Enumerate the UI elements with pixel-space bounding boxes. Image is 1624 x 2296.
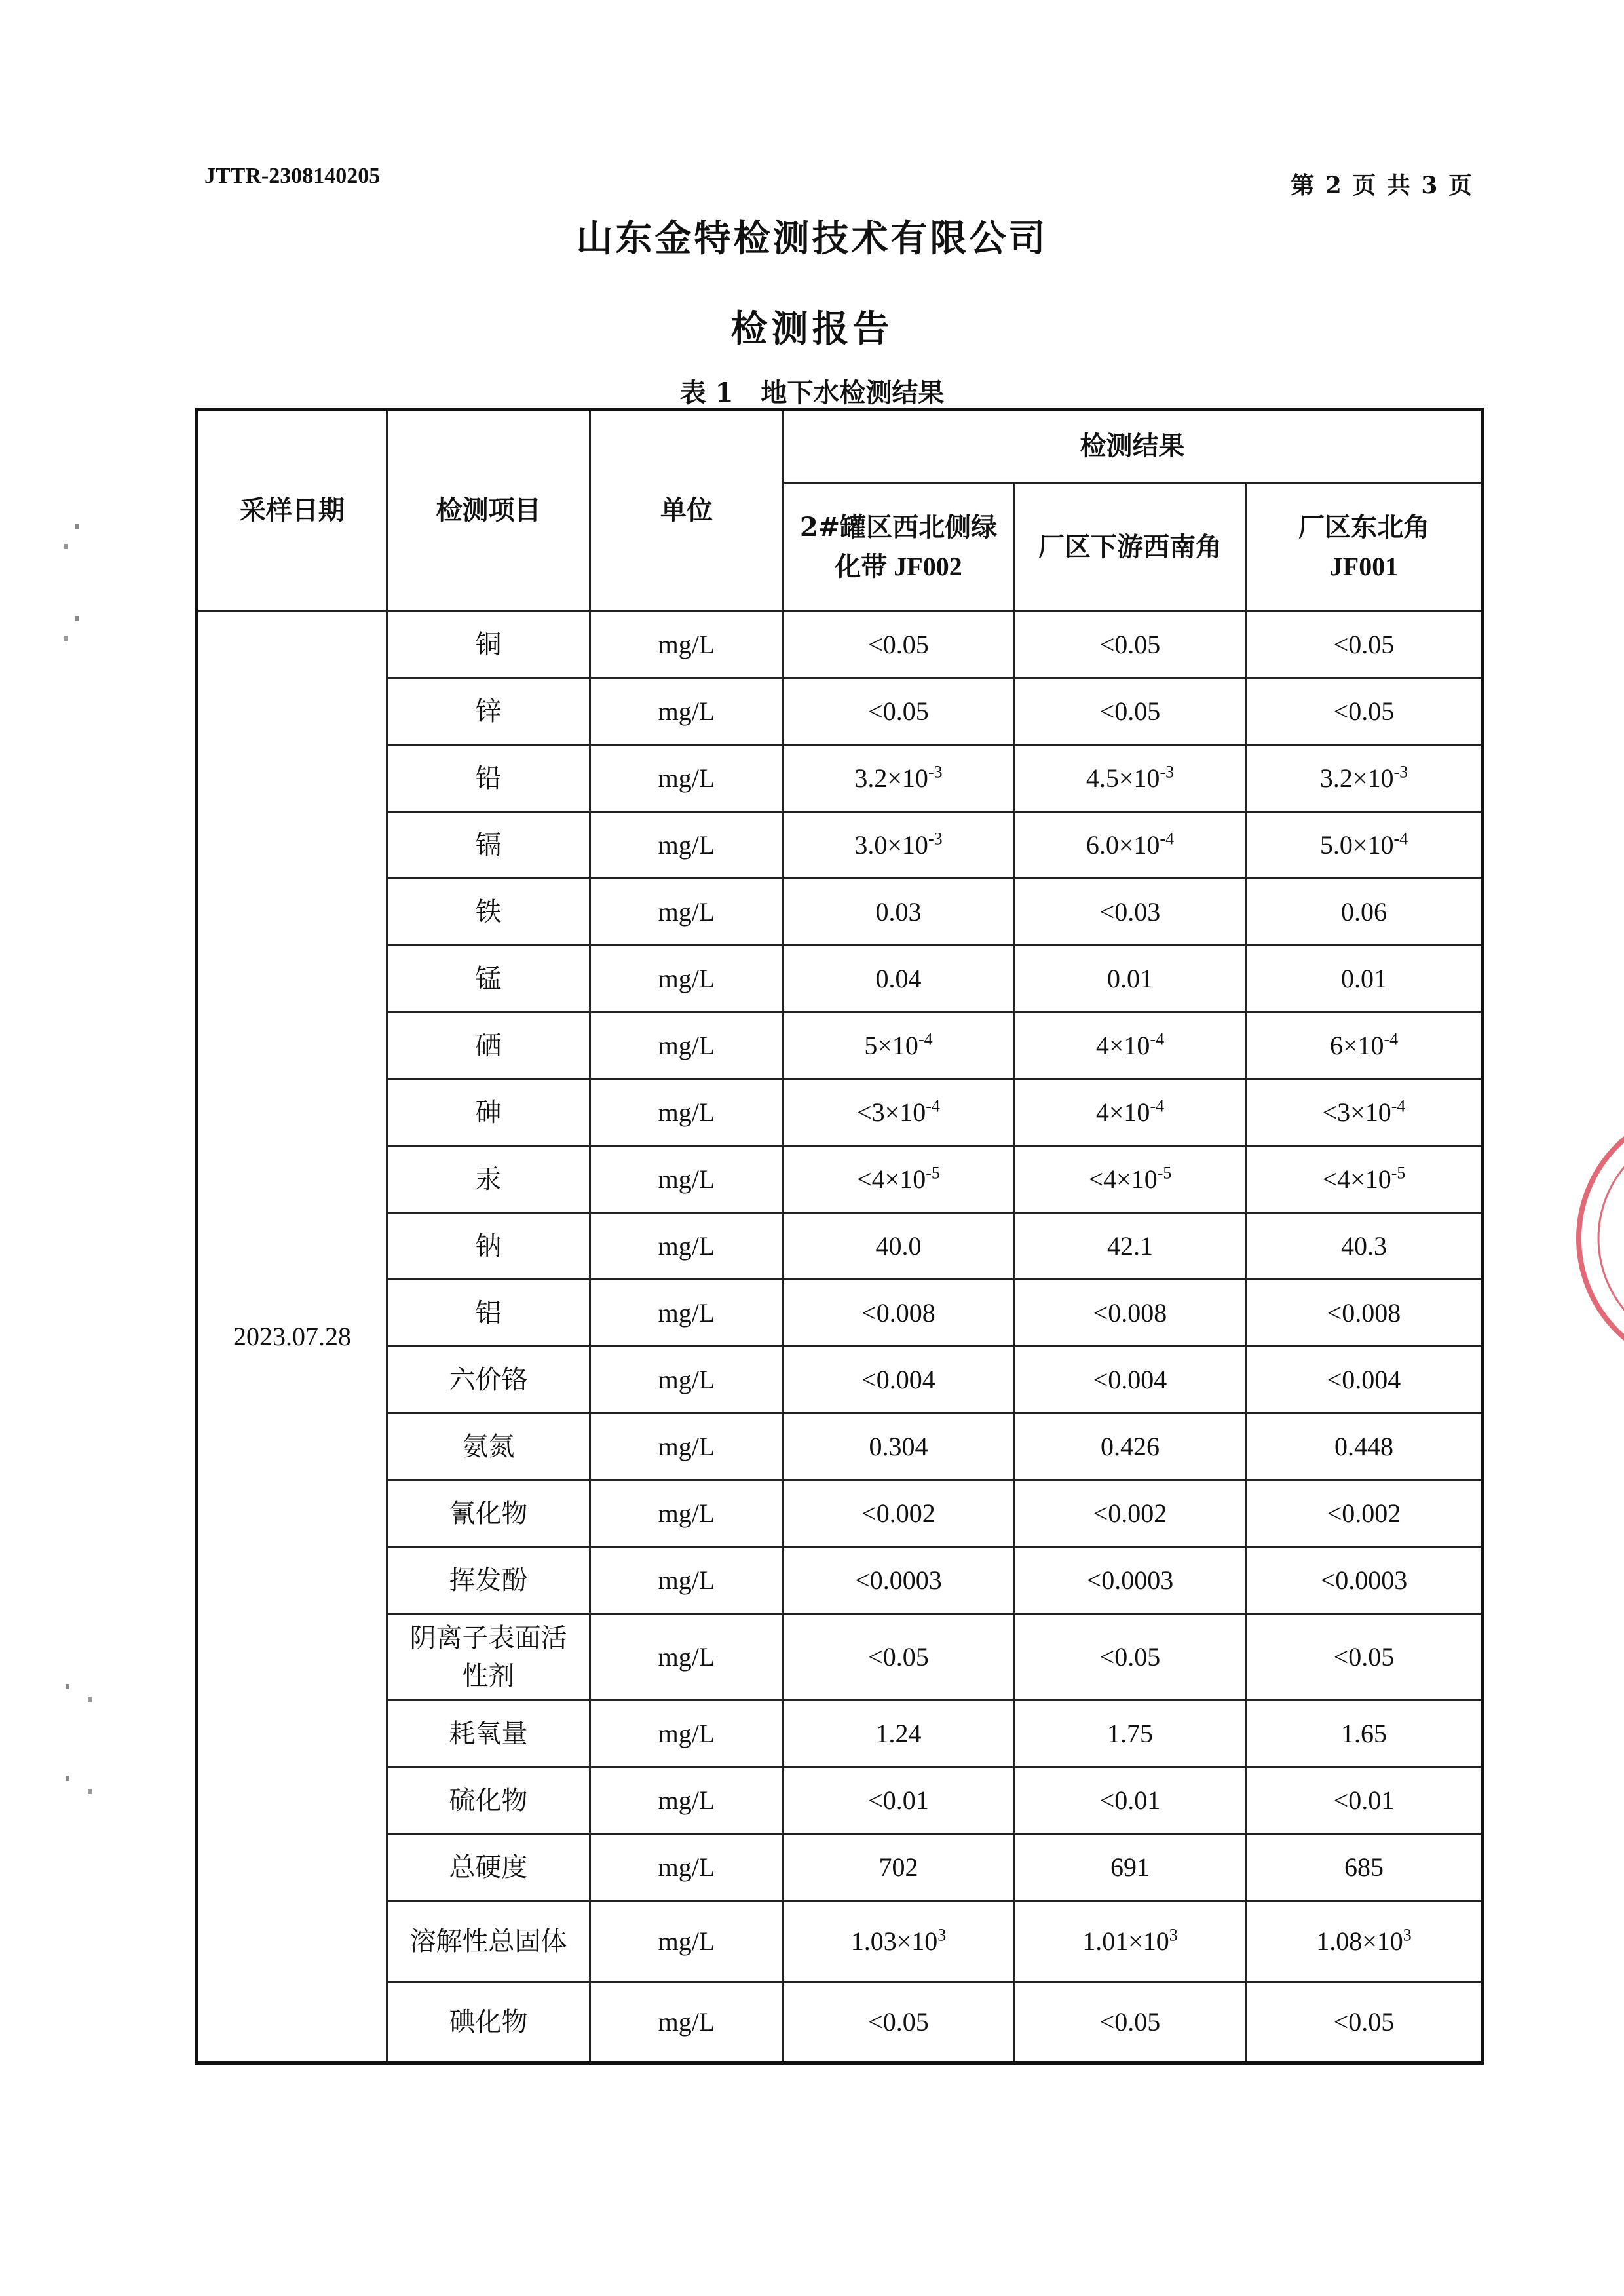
result-mantissa: 3.0×10: [854, 830, 928, 860]
result-cell: 1.65: [1247, 1700, 1482, 1767]
result-exponent: -4: [1150, 1029, 1165, 1049]
result-cell: <0.05: [1247, 1614, 1482, 1700]
table-row: [197, 1413, 1482, 1480]
result-cell: <0.05: [784, 611, 1014, 678]
result-cell: <0.01: [1014, 1767, 1247, 1834]
result-cell: 702: [784, 1834, 1014, 1901]
unit-cell: mg/L: [590, 1280, 784, 1347]
result-cell: 0.448: [1247, 1413, 1482, 1480]
unit-cell: mg/L: [590, 1767, 784, 1834]
result-cell: <0.05: [1014, 1982, 1247, 2063]
test-item-cell: 碘化物: [387, 1982, 590, 2063]
result-cell: <0.002: [784, 1480, 1014, 1547]
result-cell: 0.04: [784, 946, 1014, 1012]
result-exponent: -5: [926, 1163, 940, 1183]
test-item-cell: 铁: [387, 879, 590, 946]
result-exponent: -5: [1157, 1163, 1172, 1183]
table-row: [197, 745, 1482, 812]
test-item-cell: 硒: [387, 1012, 590, 1079]
result-cell: <0.05: [1247, 611, 1482, 678]
result-cell: [784, 1901, 1014, 1982]
result-mantissa: 3.2×10: [854, 763, 928, 793]
result-exponent: -4: [1384, 1029, 1399, 1049]
result-cell: <0.0003: [1247, 1547, 1482, 1614]
unit-cell: mg/L: [590, 678, 784, 745]
table-row: [197, 1146, 1482, 1213]
test-item-cell: 镉: [387, 812, 590, 879]
result-cell: 42.1: [1014, 1213, 1247, 1280]
result-cell: <0.004: [1014, 1347, 1247, 1413]
result-cell: <0.008: [784, 1280, 1014, 1347]
unit-cell: mg/L: [590, 611, 784, 678]
result-exponent: 3: [1169, 1925, 1178, 1945]
result-cell: 0.03: [784, 879, 1014, 946]
result-cell: [784, 1079, 1014, 1146]
header-location-3: [1247, 483, 1482, 611]
company-name: 山东金特检测技术有限公司: [576, 217, 1048, 260]
test-item-cell: 铝: [387, 1280, 590, 1347]
page-number: 第 2 页 共 3 页: [1291, 172, 1473, 199]
table-row: [197, 946, 1482, 1012]
result-exponent: -3: [928, 829, 943, 849]
result-cell: [1247, 1146, 1482, 1213]
table-row: [197, 812, 1482, 879]
header-results: 检测结果: [784, 410, 1482, 483]
result-mantissa: 1.01×10: [1082, 1926, 1169, 1956]
result-exponent: -4: [1391, 1096, 1406, 1116]
unit-cell: mg/L: [590, 946, 784, 1012]
result-cell: 1.75: [1014, 1700, 1247, 1767]
result-cell: [1247, 1012, 1482, 1079]
result-cell: <0.002: [1014, 1480, 1247, 1547]
table-row: [197, 611, 1482, 678]
result-cell: <0.01: [784, 1767, 1014, 1834]
results-body: [197, 611, 1482, 2063]
result-cell: 691: [1014, 1834, 1247, 1901]
header-location-1: [784, 483, 1014, 611]
unit-cell: mg/L: [590, 1700, 784, 1767]
result-cell: <0.05: [1014, 1614, 1247, 1700]
table-row: [197, 1547, 1482, 1614]
result-cell: [1247, 812, 1482, 879]
report-number: JTTR-2308140205: [204, 164, 381, 188]
result-exponent: -4: [1150, 1096, 1165, 1116]
header-test-item: 检测项目: [387, 410, 590, 611]
result-exponent: -3: [1160, 762, 1175, 782]
test-item-line-2: 性剂: [462, 1660, 515, 1691]
table-row: [197, 1700, 1482, 1767]
unit-cell: mg/L: [590, 1347, 784, 1413]
test-item-cell: 锰: [387, 946, 590, 1012]
unit-cell: mg/L: [590, 1614, 784, 1700]
result-cell: [1014, 1146, 1247, 1213]
result-cell: 1.24: [784, 1700, 1014, 1767]
table-row: [197, 1347, 1482, 1413]
result-cell: <0.008: [1014, 1280, 1247, 1347]
test-item-cell: 砷: [387, 1079, 590, 1146]
result-cell: [1014, 812, 1247, 879]
result-cell: [784, 1146, 1014, 1213]
result-mantissa: <3×10: [857, 1097, 926, 1127]
location-1-line-2: 化带 JF002: [835, 551, 962, 581]
unit-cell: mg/L: [590, 879, 784, 946]
result-cell: <0.03: [1014, 879, 1247, 946]
result-cell: <0.05: [784, 1982, 1014, 2063]
result-cell: <0.004: [784, 1347, 1014, 1413]
table-row: [197, 1280, 1482, 1347]
scan-marks-lower: [59, 1677, 105, 1808]
result-mantissa: 5.0×10: [1319, 830, 1394, 860]
result-cell: <0.002: [1247, 1480, 1482, 1547]
scan-marks-upper: [59, 518, 98, 662]
result-mantissa: 4.5×10: [1086, 763, 1160, 793]
table-row: [197, 1982, 1482, 2063]
table-row: [197, 1480, 1482, 1547]
table-row: [197, 1767, 1482, 1834]
unit-cell: mg/L: [590, 1146, 784, 1213]
test-item-cell: 铅: [387, 745, 590, 812]
table-caption-number: 表 1: [679, 377, 734, 408]
table-row: [197, 1079, 1482, 1146]
result-mantissa: 5×10: [864, 1030, 918, 1060]
unit-cell: mg/L: [590, 1982, 784, 2063]
unit-cell: mg/L: [590, 1480, 784, 1547]
test-item-cell: 汞: [387, 1146, 590, 1213]
result-mantissa: <4×10: [1088, 1164, 1158, 1194]
result-mantissa: 4×10: [1095, 1030, 1150, 1060]
result-cell: <0.01: [1247, 1767, 1482, 1834]
result-cell: [1014, 1012, 1247, 1079]
table-row: [197, 1614, 1482, 1700]
table-caption: [0, 372, 1624, 410]
unit-cell: mg/L: [590, 1213, 784, 1280]
result-mantissa: <4×10: [857, 1164, 926, 1194]
result-exponent: -3: [1393, 762, 1408, 782]
result-cell: 0.426: [1014, 1413, 1247, 1480]
test-item-line-1: 阴离子表面活: [409, 1622, 567, 1653]
test-item-cell: 钠: [387, 1213, 590, 1280]
location-3-code: JF001: [1329, 551, 1399, 581]
result-cell: <0.0003: [784, 1547, 1014, 1614]
result-mantissa: 6×10: [1329, 1030, 1384, 1060]
test-item-cell: 氨氮: [387, 1413, 590, 1480]
result-exponent: 3: [1403, 1925, 1412, 1945]
result-cell: 0.01: [1247, 946, 1482, 1012]
result-cell: <0.008: [1247, 1280, 1482, 1347]
header-location-2: 厂区下游西南角: [1014, 483, 1247, 611]
report-title: 检测报告: [730, 307, 894, 351]
result-cell: <0.05: [1014, 678, 1247, 745]
result-exponent: -4: [918, 1029, 933, 1049]
unit-cell: mg/L: [590, 1834, 784, 1901]
location-1-line-1: 2#罐区西北侧绿: [799, 511, 998, 543]
test-item-cell: 六价铬: [387, 1347, 590, 1413]
test-item-cell: 氰化物: [387, 1480, 590, 1547]
unit-cell: mg/L: [590, 1079, 784, 1146]
table-row: [197, 879, 1482, 946]
table-row: [197, 1012, 1482, 1079]
result-mantissa: 1.08×10: [1316, 1926, 1403, 1956]
table-row: [197, 1834, 1482, 1901]
result-cell: [1014, 745, 1247, 812]
result-cell: [1247, 1901, 1482, 1982]
result-cell: <0.0003: [1014, 1547, 1247, 1614]
result-mantissa: 6.0×10: [1086, 830, 1160, 860]
test-item-cell: 铜: [387, 611, 590, 678]
result-exponent: 3: [937, 1925, 947, 1945]
result-cell: <0.004: [1247, 1347, 1482, 1413]
header-unit: 单位: [590, 410, 784, 611]
results-table: [195, 408, 1484, 2065]
result-exponent: -4: [1160, 829, 1175, 849]
result-exponent: -3: [928, 762, 943, 782]
unit-cell: mg/L: [590, 1547, 784, 1614]
unit-cell: mg/L: [590, 1901, 784, 1982]
result-exponent: -4: [926, 1096, 940, 1116]
result-cell: 40.3: [1247, 1213, 1482, 1280]
test-item-cell: 挥发酚: [387, 1547, 590, 1614]
test-item-cell: 总硬度: [387, 1834, 590, 1901]
result-cell: <0.05: [784, 678, 1014, 745]
unit-cell: mg/L: [590, 1413, 784, 1480]
unit-cell: mg/L: [590, 812, 784, 879]
result-cell: 40.0: [784, 1213, 1014, 1280]
header-sampling-date: 采样日期: [197, 410, 387, 611]
location-3-name: 厂区东北角: [1298, 511, 1430, 543]
table-row: [197, 678, 1482, 745]
result-cell: 0.06: [1247, 879, 1482, 946]
test-item-cell: 耗氧量: [387, 1700, 590, 1767]
result-cell: 685: [1247, 1834, 1482, 1901]
result-mantissa: <4×10: [1322, 1164, 1391, 1194]
test-item-cell: [387, 1614, 590, 1700]
result-cell: [1247, 1079, 1482, 1146]
result-cell: <0.05: [784, 1614, 1014, 1700]
unit-cell: mg/L: [590, 745, 784, 812]
result-cell: [784, 745, 1014, 812]
result-cell: <0.05: [1014, 611, 1247, 678]
result-exponent: -4: [1393, 829, 1408, 849]
result-cell: 0.01: [1014, 946, 1247, 1012]
result-cell: [1247, 745, 1482, 812]
table-caption-name: 地下水检测结果: [761, 377, 945, 408]
unit-cell: mg/L: [590, 1012, 784, 1079]
test-item-cell: 锌: [387, 678, 590, 745]
result-cell: [1014, 1079, 1247, 1146]
result-cell: [1014, 1901, 1247, 1982]
test-item-cell: 硫化物: [387, 1767, 590, 1834]
test-item-cell: 溶解性总固体: [387, 1901, 590, 1982]
result-mantissa: 3.2×10: [1319, 763, 1394, 793]
result-mantissa: 4×10: [1095, 1097, 1150, 1127]
table-row: [197, 1213, 1482, 1280]
result-mantissa: 1.03×10: [850, 1926, 938, 1956]
result-cell: [784, 812, 1014, 879]
result-cell: 0.304: [784, 1413, 1014, 1480]
table-row: [197, 1901, 1482, 1982]
result-cell: <0.05: [1247, 1982, 1482, 2063]
result-mantissa: <3×10: [1322, 1097, 1391, 1127]
result-cell: [784, 1012, 1014, 1079]
result-cell: <0.05: [1247, 678, 1482, 745]
sampling-date-cell: 2023.07.28: [197, 611, 387, 2063]
result-exponent: -5: [1391, 1163, 1406, 1183]
company-seal-stamp: [1566, 1075, 1624, 1402]
